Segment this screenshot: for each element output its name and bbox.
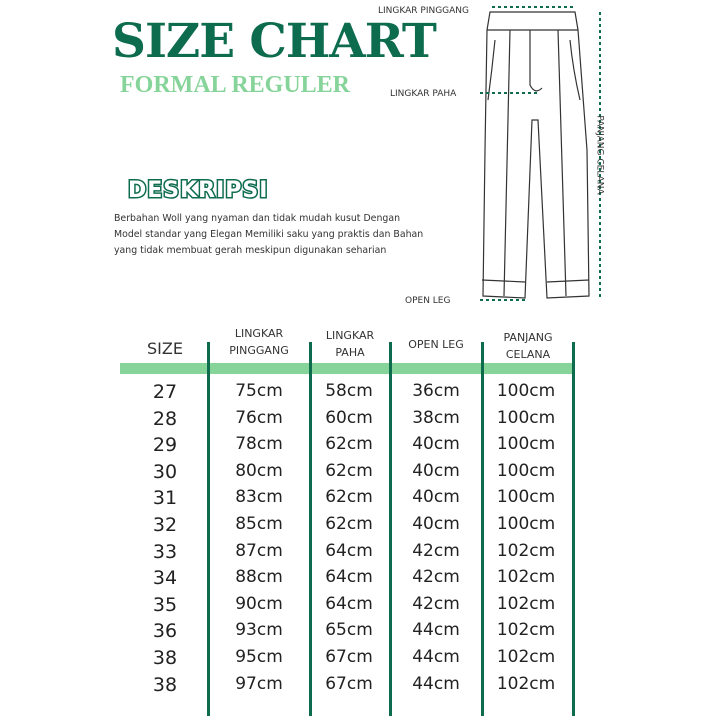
measurement-cell: 40cm bbox=[412, 460, 460, 481]
measurement-cell: 95cm bbox=[235, 647, 283, 667]
measurement-cell: 40cm bbox=[412, 434, 460, 455]
size-cell: 31 bbox=[152, 487, 178, 510]
size-cell: 33 bbox=[152, 540, 178, 563]
measurement-cell: 83cm bbox=[235, 487, 283, 508]
measurement-cell: 42cm bbox=[412, 540, 460, 561]
measurement-cell: 100cm bbox=[496, 407, 556, 428]
measurement-cell: 62cm bbox=[325, 514, 373, 534]
measurement-cell: 93cm bbox=[235, 620, 283, 641]
measurement-cell: 40cm bbox=[412, 487, 460, 508]
page-title: SIZE CHART bbox=[112, 14, 436, 69]
measurement-cell: 42cm bbox=[412, 593, 460, 614]
measurement-cell: 64cm bbox=[325, 567, 373, 588]
measurement-cell: 62cm bbox=[325, 460, 373, 481]
measurement-cell: 85cm bbox=[235, 514, 283, 534]
measurement-cell: 100cm bbox=[496, 487, 556, 508]
measurement-cell: 64cm bbox=[325, 593, 373, 614]
measurement-cell: 44cm bbox=[412, 647, 460, 667]
measurement-cell: 44cm bbox=[412, 673, 460, 694]
measurement-cell: 67cm bbox=[325, 673, 373, 694]
measurement-cell: 78cm bbox=[235, 434, 283, 455]
measurement-cell: 100cm bbox=[496, 434, 556, 455]
measurement-cell: 102cm bbox=[496, 593, 556, 614]
column-divider bbox=[572, 342, 575, 716]
size-cell: 27 bbox=[152, 381, 178, 403]
header-bar bbox=[120, 363, 573, 374]
size-cell: 29 bbox=[152, 434, 178, 457]
label-open-leg: OPEN LEG bbox=[405, 296, 451, 306]
measurement-cell: 90cm bbox=[235, 593, 283, 614]
measurement-cell: 67cm bbox=[325, 647, 373, 667]
header-waist: LINGKAR PINGGANG bbox=[229, 327, 289, 357]
measurement-cell: 58cm bbox=[325, 381, 373, 401]
measurement-cell: 38cm bbox=[412, 407, 460, 428]
size-cell: 35 bbox=[152, 593, 178, 616]
label-thigh: LINGKAR PAHA bbox=[390, 89, 457, 99]
measurement-cell: 100cm bbox=[496, 381, 556, 401]
measurement-cell: 100cm bbox=[496, 460, 556, 481]
measurement-cell: 36cm bbox=[412, 381, 460, 401]
size-cell: 28 bbox=[152, 407, 178, 430]
size-cell: 38 bbox=[152, 647, 178, 669]
measurement-cell: 40cm bbox=[412, 514, 460, 534]
measurement-cell: 102cm bbox=[496, 567, 556, 588]
measurement-cell: 65cm bbox=[325, 620, 373, 641]
size-cell: 38 bbox=[152, 673, 178, 696]
header-open-leg: OPEN LEG bbox=[408, 338, 464, 351]
measurement-cell: 102cm bbox=[496, 540, 556, 561]
label-waist: LINGKAR PINGGANG bbox=[378, 6, 470, 16]
header-length: PANJANG CELANA bbox=[503, 331, 553, 361]
measurement-cell: 102cm bbox=[496, 647, 556, 667]
column-divider bbox=[207, 342, 210, 716]
measurement-cell: 76cm bbox=[235, 407, 283, 428]
measurement-cell: 88cm bbox=[235, 567, 283, 588]
measurement-cell: 102cm bbox=[496, 673, 556, 694]
measurement-cell: 44cm bbox=[412, 620, 460, 641]
size-cell: 30 bbox=[152, 460, 178, 483]
description-heading: DESKRIPSI bbox=[128, 178, 269, 203]
measurement-cell: 97cm bbox=[235, 673, 283, 694]
description-text: Berbahan Woll yang nyaman dan tidak mudah kusut Dengan Model standar yang Elegan Memiliki saku yang praktis dan Bahan yang tidak membuat gerah meskipun digunakan seharian bbox=[114, 213, 424, 256]
column-divider bbox=[389, 342, 392, 716]
header-size: SIZE bbox=[147, 339, 183, 358]
measurement-cell: 64cm bbox=[325, 540, 373, 561]
measurement-cell: 42cm bbox=[412, 567, 460, 588]
size-cell: 32 bbox=[152, 514, 178, 536]
measurement-cell: 75cm bbox=[235, 381, 283, 401]
size-cell: 34 bbox=[152, 567, 178, 590]
measurement-cell: 60cm bbox=[325, 407, 373, 428]
subtitle: FORMAL REGULER bbox=[120, 72, 351, 98]
measurement-cell: 102cm bbox=[496, 620, 556, 641]
size-cell: 36 bbox=[152, 620, 178, 643]
measurement-cell: 62cm bbox=[325, 487, 373, 508]
measurement-cell: 80cm bbox=[235, 460, 283, 481]
measurement-cell: 100cm bbox=[496, 514, 556, 534]
measurement-cell: 87cm bbox=[235, 540, 283, 561]
measurement-cell: 62cm bbox=[325, 434, 373, 455]
label-length: PANJANG CELANA bbox=[594, 115, 605, 195]
header-thigh: LINGKAR PAHA bbox=[325, 329, 375, 359]
